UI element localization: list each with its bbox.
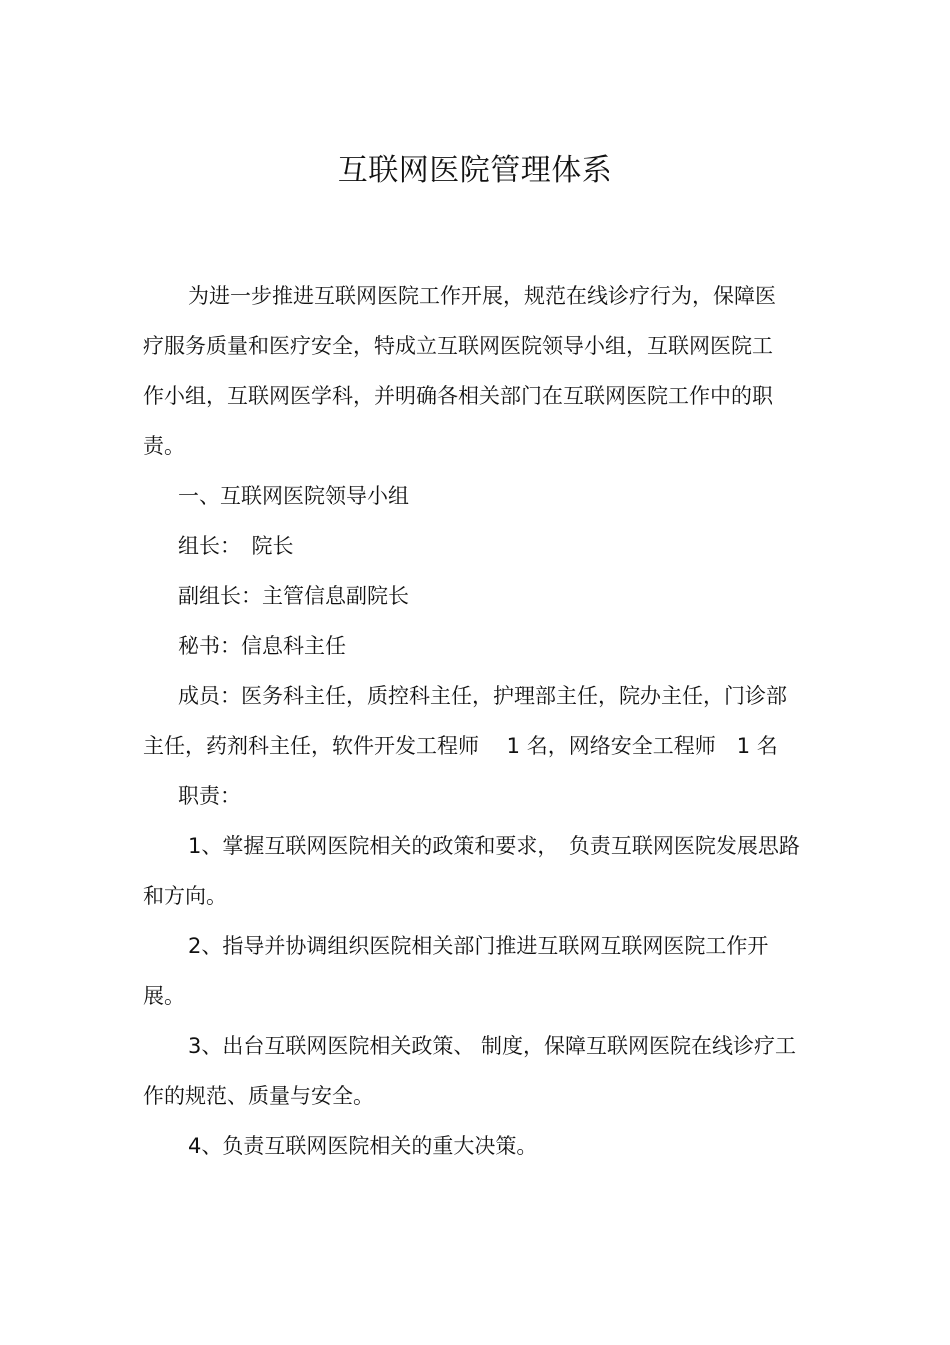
document-title: 互联网医院管理体系 [337, 153, 613, 188]
section-heading: 一、互联网医院领导小组 [178, 484, 409, 508]
leader-line: 组长： 院长 [178, 534, 294, 558]
duties-label: 职责： [178, 784, 241, 808]
intro-paragraph-line-4: 责。 [143, 434, 185, 458]
deputy-leader-line: 副组长：主管信息副院长 [178, 584, 409, 608]
duty-2-line-2: 展。 [143, 984, 185, 1008]
duty-2-line-1: 2、指导并协调组织医院相关部门推进互联网互联网医院工作开 [188, 934, 769, 958]
members-line-1: 成员：医务科主任，质控科主任，护理部主任，院办主任，门诊部 [178, 684, 787, 708]
duty-3-line-2: 作的规范、质量与安全。 [143, 1084, 374, 1108]
intro-paragraph-line-1: 为进一步推进互联网医院工作开展，规范在线诊疗行为，保障医 [188, 284, 776, 308]
secretary-line: 秘书：信息科主任 [178, 634, 346, 658]
intro-paragraph-line-3: 作小组，互联网医学科，并明确各相关部门在互联网医院工作中的职 [143, 384, 773, 408]
members-line-2: 主任，药剂科主任，软件开发工程师 1 名，网络安全工程师 1 名 [143, 734, 778, 758]
duty-3-line-1: 3、出台互联网医院相关政策、 制度，保障互联网医院在线诊疗工 [188, 1034, 797, 1058]
duty-4-line-1: 4、负责互联网医院相关的重大决策。 [188, 1134, 538, 1158]
duty-1-line-1: 1、掌握互联网医院相关的政策和要求， 负责互联网医院发展思路 [188, 834, 800, 858]
duty-1-line-2: 和方向。 [143, 884, 227, 908]
intro-paragraph-line-2: 疗服务质量和医疗安全，特成立互联网医院领导小组，互联网医院工 [143, 334, 773, 358]
